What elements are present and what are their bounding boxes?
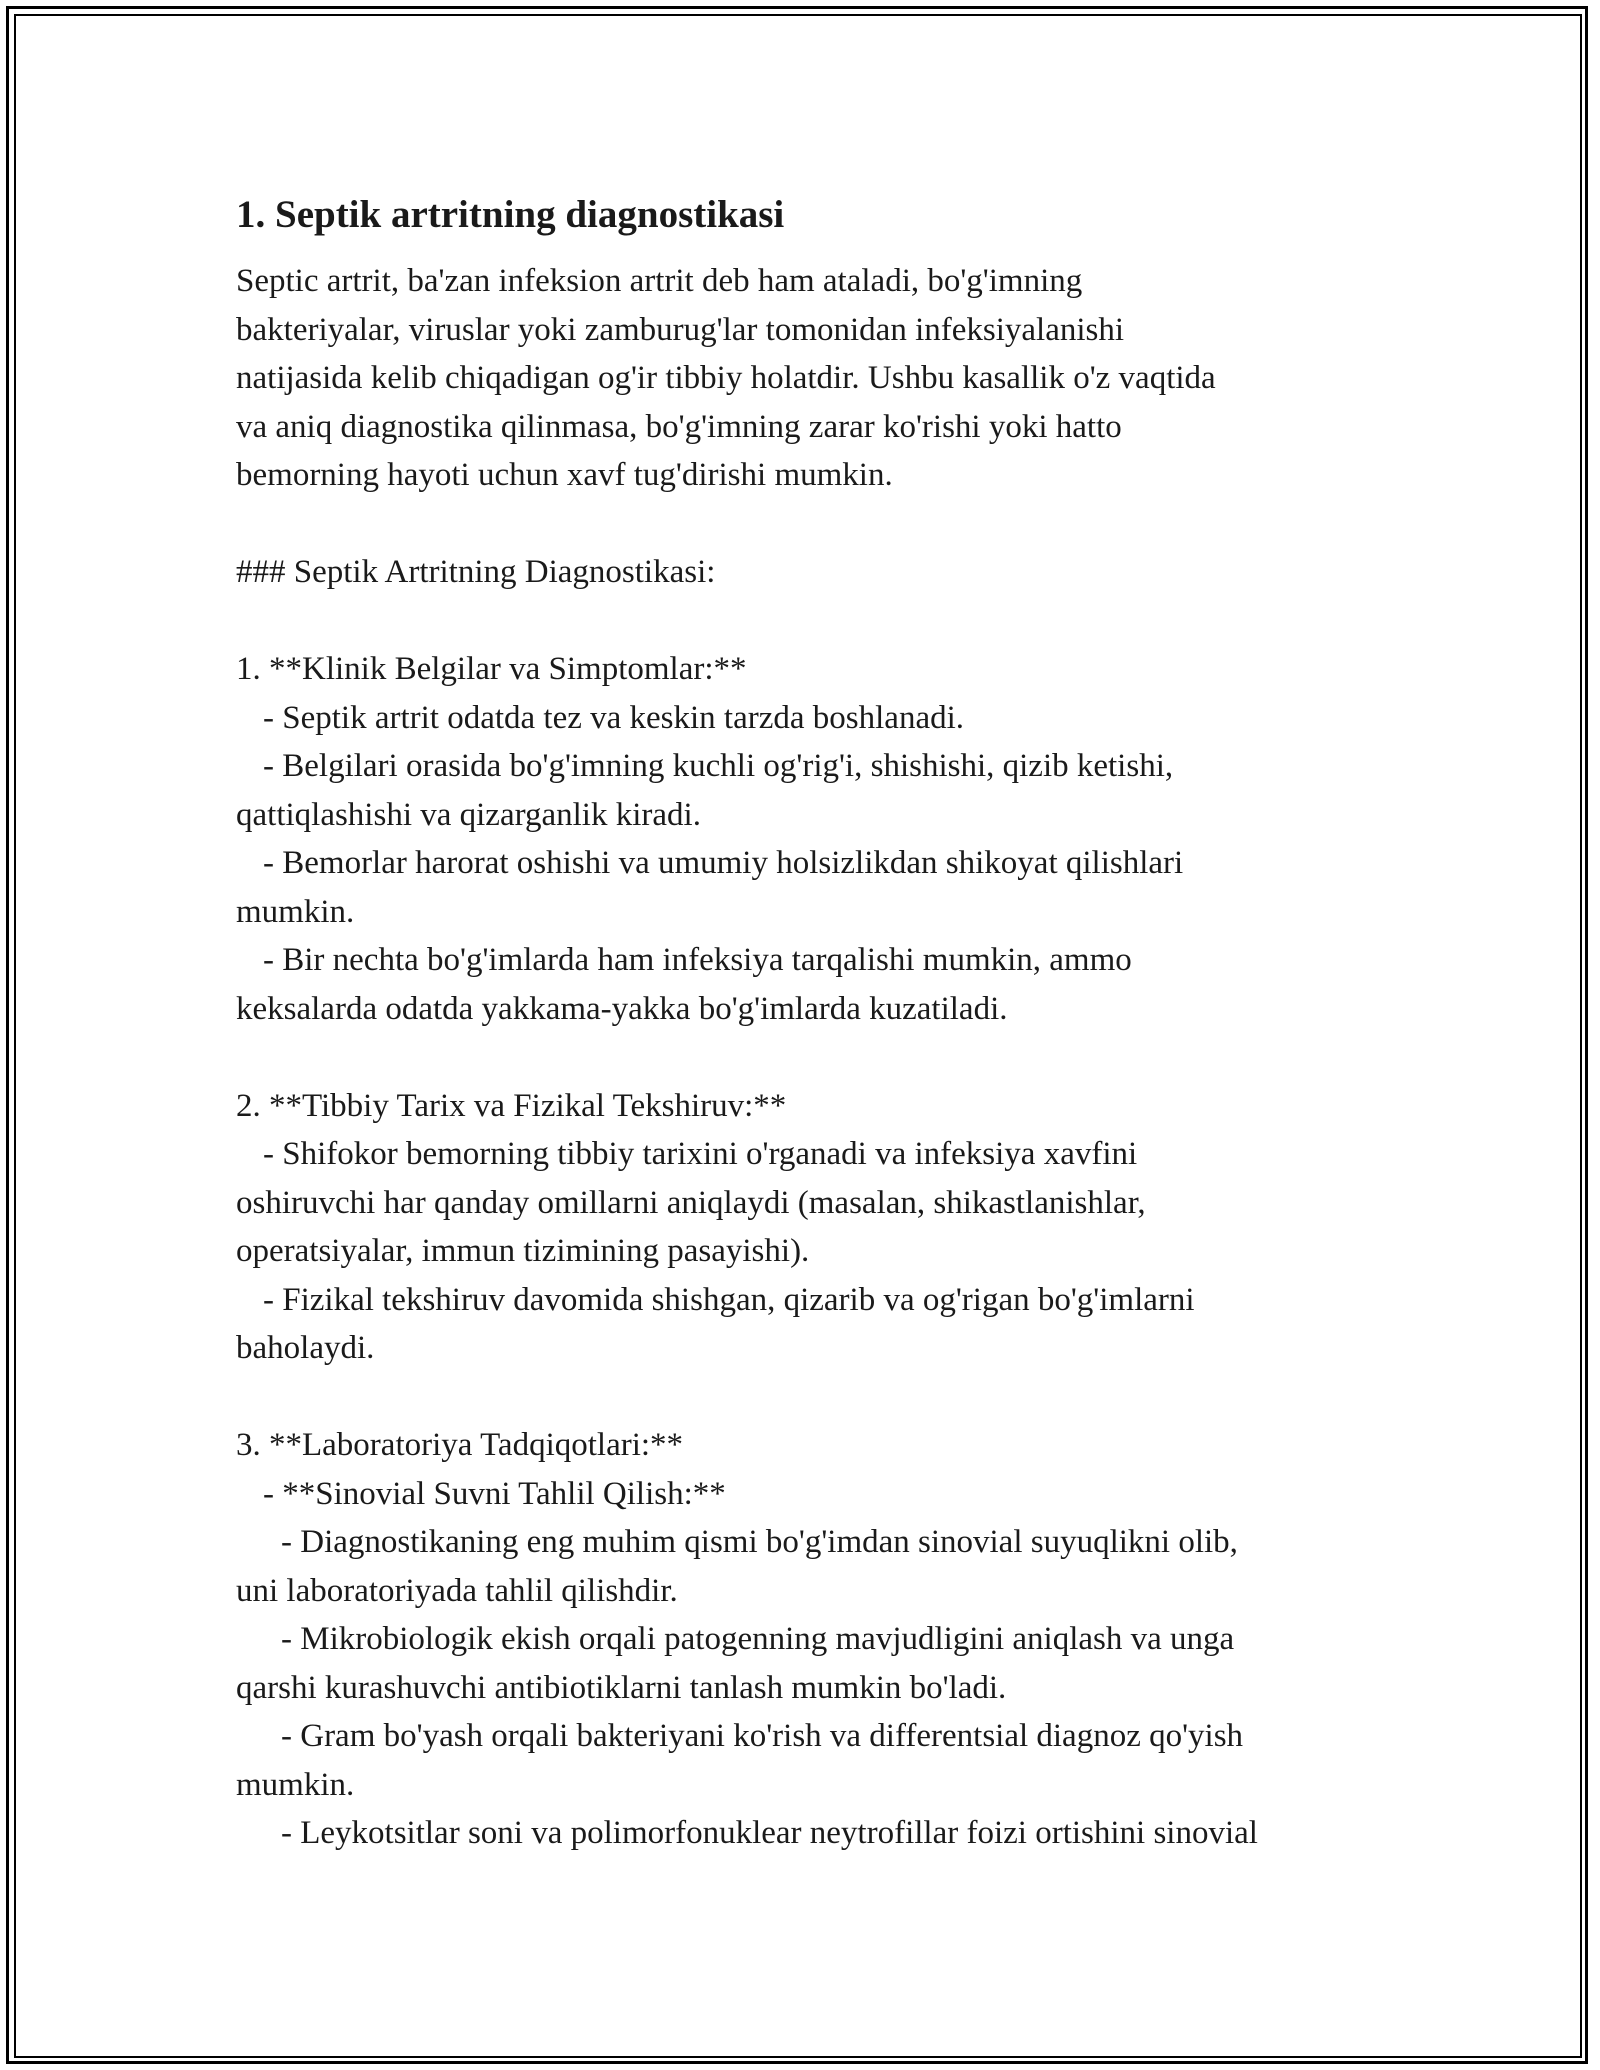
section-clinical-signs <box>236 645 1396 1033</box>
list-item-continuation: qattiqlashishi va qizarganlik kiradi. <box>236 796 701 833</box>
intro-line: bakteriyalar, viruslar yoki zamburug'lar tomonidan infeksiyalanishi <box>236 311 1125 348</box>
list-item-continuation: uni laboratoriyada tahlil qilishdir. <box>236 1572 678 1609</box>
list-item: - Belgilari orasida bo'g'imning kuchli og'rig'i, shishishi, qizib ketishi, <box>263 748 1174 784</box>
list-item-continuation: oshiruvchi har qanday omillarni aniqlaydi (masalan, shikastlanishlar, <box>236 1184 1146 1221</box>
sub-heading: - **Sinovial Suvni Tahlil Qilish:** <box>263 1475 726 1512</box>
section-history-exam <box>236 1082 1396 1373</box>
list-item: - Septik artrit odatda tez va keskin tarzda boshlanadi. <box>263 699 965 736</box>
list-item-continuation: operatsiyalar, immun tizimining pasayishi). <box>236 1233 810 1269</box>
list-item: - Fizikal tekshiruv davomida shishgan, qizarib va og'rigan bo'g'imlarni <box>263 1281 1195 1318</box>
document-body <box>236 187 1396 1858</box>
section-heading: 2. **Tibbiy Tarix va Fizikal Tekshiruv:** <box>236 1087 787 1124</box>
list-item: - Leykotsitlar soni va polimorfonuklear neytrofillar foizi ortishini sinovial <box>281 1815 1258 1851</box>
list-item-continuation: mumkin. <box>236 893 355 930</box>
list-item-continuation: baholaydi. <box>236 1330 375 1366</box>
section-laboratory <box>236 1421 1396 1858</box>
spacer <box>236 1373 1396 1422</box>
section-heading: 3. **Laboratoriya Tadqiqotlari:** <box>236 1427 684 1463</box>
spacer <box>236 597 1396 646</box>
intro-line: va aniq diagnostika qilinmasa, bo'g'imning zarar ko'rishi yoki hatto <box>236 408 1122 445</box>
spacer <box>236 500 1396 549</box>
intro-line: Septic artrit, ba'zan infeksion artrit deb ham ataladi, bo'g'imning <box>236 263 1083 299</box>
list-item: - Bemorlar harorat oshishi va umumiy holsizlikdan shikoyat qilishlari <box>263 845 1184 881</box>
list-item: - Shifokor bemorning tibbiy tarixini o'rganadi va infeksiya xavfini <box>263 1136 1138 1172</box>
list-item: - Mikrobiologik ekish orqali patogenning mavjudligini aniqlash va unga <box>281 1621 1235 1657</box>
list-item-continuation: qarshi kurashuvchi antibiotiklarni tanlash mumkin bo'ladi. <box>236 1669 1007 1706</box>
intro-paragraph <box>236 257 1396 500</box>
spacer <box>236 1033 1396 1082</box>
list-item-continuation: keksalarda odatda yakkama-yakka bo'g'imlarda kuzatiladi. <box>236 990 1008 1027</box>
subheading: ### Septik Artritning Diagnostikasi: <box>236 554 716 590</box>
intro-line: natijasida kelib chiqadigan og'ir tibbiy holatdir. Ushbu kasallik o'z vaqtida <box>236 360 1216 396</box>
list-item: - Gram bo'yash orqali bakteriyani ko'rish va differentsial diagnoz qo'yish <box>281 1718 1244 1754</box>
list-item: - Bir nechta bo'g'imlarda ham infeksiya tarqalishi mumkin, ammo <box>263 942 1132 978</box>
intro-line: bemorning hayoti uchun xavf tug'dirishi mumkin. <box>236 457 893 493</box>
document-title: 1. Septik artritning diagnostikasi <box>236 193 785 236</box>
list-item-continuation: mumkin. <box>236 1766 355 1803</box>
section-heading: 1. **Klinik Belgilar va Simptomlar:** <box>236 651 747 687</box>
list-item: - Diagnostikaning eng muhim qismi bo'g'imdan sinovial suyuqlikni olib, <box>281 1524 1238 1560</box>
